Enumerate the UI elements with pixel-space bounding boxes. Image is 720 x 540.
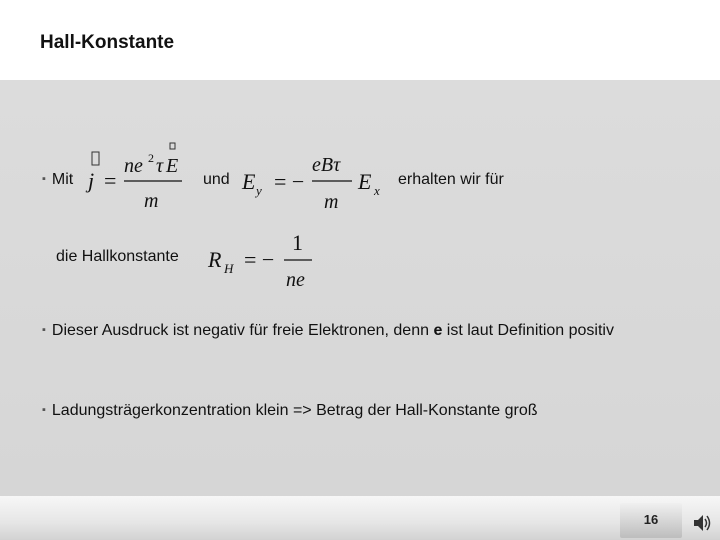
eq-rh-num: 1 bbox=[292, 230, 303, 255]
bullet-negativ bbox=[42, 322, 614, 340]
eq-ey-equals: = − bbox=[274, 169, 305, 194]
eq-ey-rhs: E bbox=[358, 169, 372, 194]
eq-ey-num: eBτ bbox=[312, 154, 341, 176]
text-die-hallkonstante: die Hallkonstante bbox=[56, 248, 179, 265]
missing-glyph-box-icon bbox=[92, 152, 99, 165]
text-negativ-after: ist laut Definition positiv bbox=[442, 322, 614, 339]
eq-ey-den: m bbox=[324, 191, 339, 213]
text-negativ-before: Dieser Ausdruck ist negativ für freie Elektronen, denn bbox=[51, 322, 434, 339]
eq-j-num-tau: τ bbox=[156, 155, 164, 177]
bullet-mit bbox=[42, 171, 73, 189]
eq-rh-lhs: R bbox=[208, 247, 222, 272]
eq-ey-lhs-sub: y bbox=[256, 183, 262, 198]
eq-ey-lhs: E bbox=[242, 169, 256, 194]
eq-j-num-ne: ne bbox=[124, 155, 143, 177]
eq-j-num-exp: 2 bbox=[148, 151, 154, 165]
eq-rh-lhs-sub: H bbox=[224, 261, 234, 276]
hall-constant-equation bbox=[206, 226, 316, 292]
bullet-marker: ▪ bbox=[42, 324, 46, 336]
page-number: 16 bbox=[643, 512, 659, 527]
speaker-icon[interactable] bbox=[692, 512, 712, 534]
eq-j-lhs: j bbox=[88, 168, 95, 193]
footer-band bbox=[0, 496, 720, 540]
hall-field-equation bbox=[240, 148, 390, 216]
eq-j-num-E: E bbox=[166, 155, 179, 177]
text-und: und bbox=[203, 171, 230, 188]
current-density-equation bbox=[84, 140, 190, 214]
slide-title: Hall-Konstante bbox=[40, 32, 175, 53]
missing-glyph-box-icon bbox=[170, 143, 175, 149]
eq-rh-equals: = − bbox=[244, 247, 275, 272]
text-erhalten: erhalten wir für bbox=[398, 171, 504, 188]
eq-rh-den: ne bbox=[286, 269, 305, 291]
text-ladung: Ladungsträgerkonzentration klein => Betrag der Hall-Konstante groß bbox=[51, 402, 538, 419]
symbol-e: e bbox=[433, 322, 443, 339]
eq-j-equals: = bbox=[104, 168, 117, 193]
eq-j-den: m bbox=[144, 190, 159, 212]
bullet-ladung bbox=[42, 402, 538, 420]
text-mit: Mit bbox=[51, 171, 74, 188]
bullet-marker: ▪ bbox=[42, 404, 46, 416]
bullet-marker: ▪ bbox=[42, 173, 46, 185]
eq-ey-rhs-sub: x bbox=[374, 183, 380, 198]
